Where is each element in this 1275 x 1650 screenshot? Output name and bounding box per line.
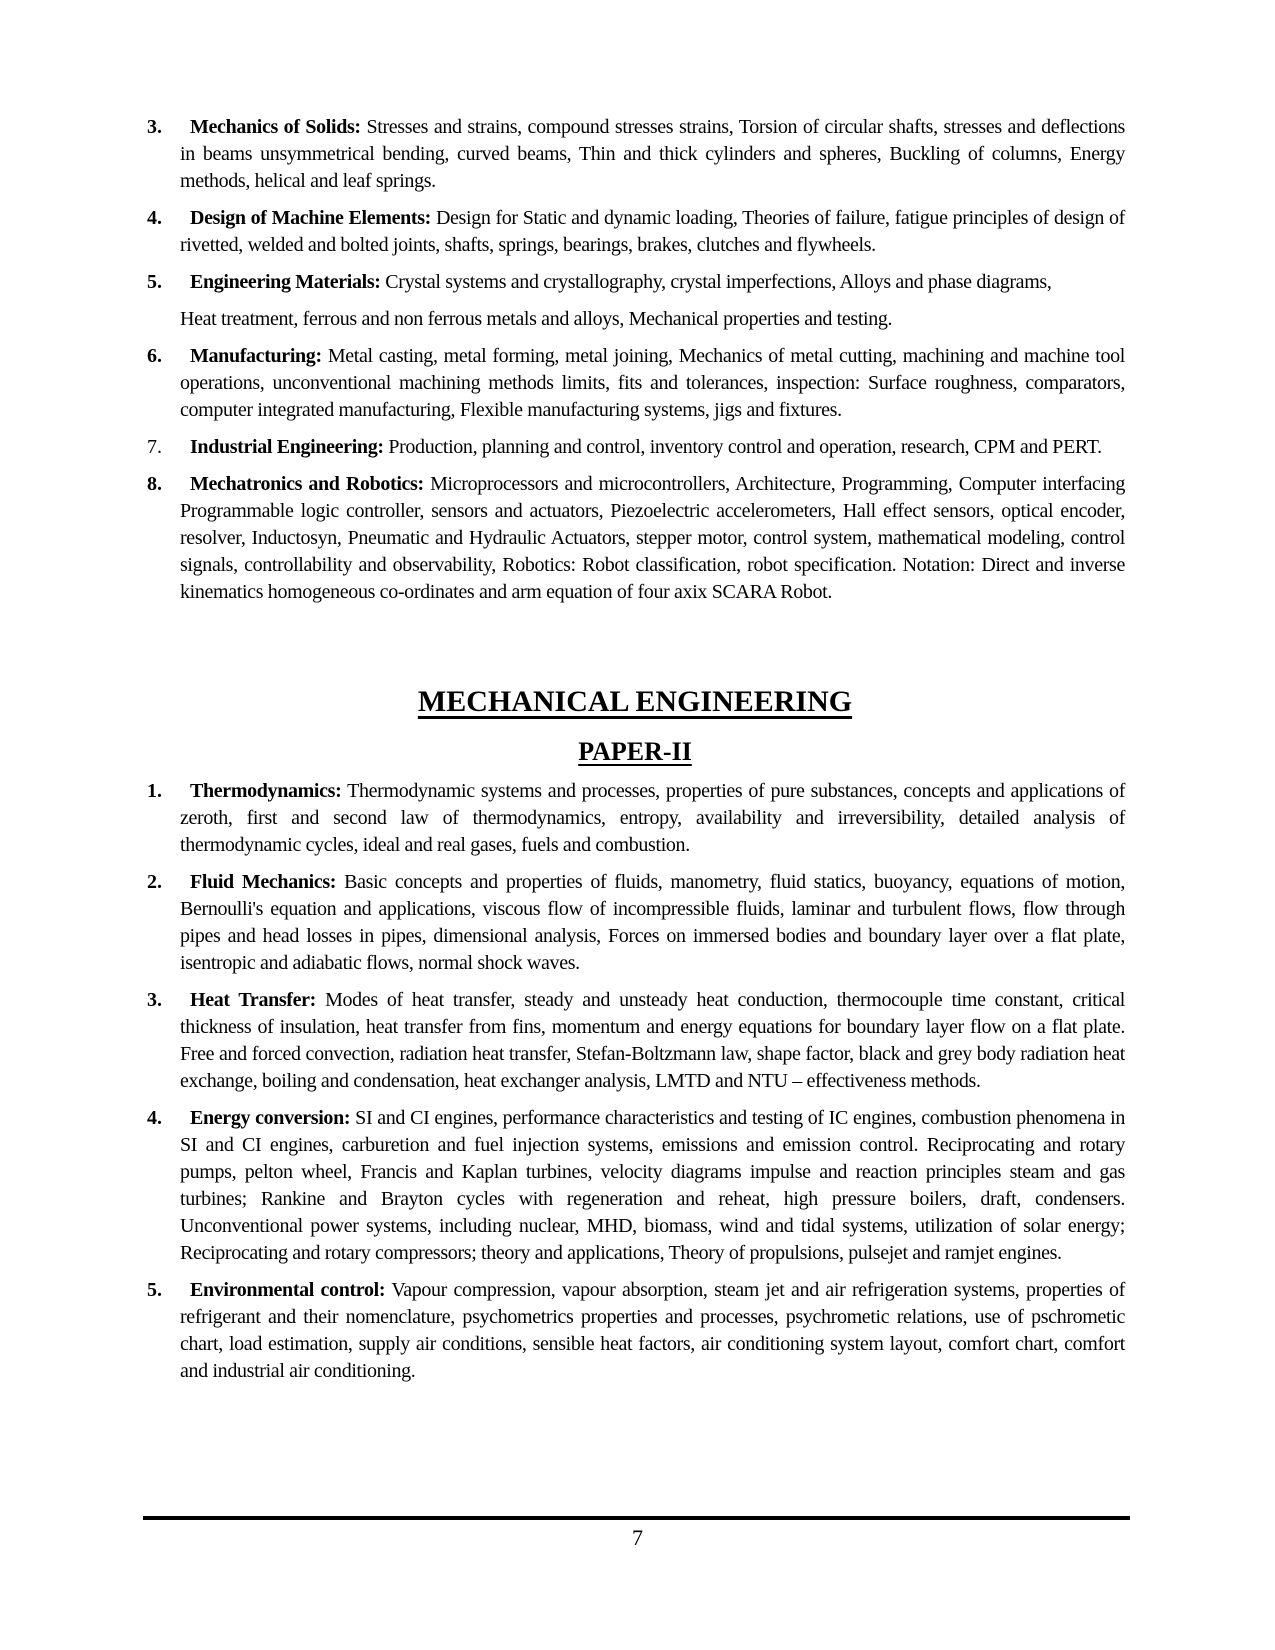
item-label: Thermodynamics: [190,780,342,802]
paragraph-text: Heat treatment, ferrous and non ferrous metals and alloys, Mechanical properties and testing. [180,308,893,330]
item-text: Microprocessors and microcontrollers, Architecture, Programming, Computer interfacing Programmable logic controller, sensors and actuators, Piezoelectric accelerometers, Hall effect sensors, optical encoder, resolver, Inductosyn, Pneumatic and Hydraulic Actuators, stepper motor, control system, mathematical modeling, control signals, controllability and observability, Robotics: Robot classification, robot specification. Notation: Direct and inverse kinematics homogeneous co-ordinates and arm equation of four axix SCARA Robot. [180,473,1125,603]
item-number: 8. [147,473,162,495]
list-item-environmental-control [145,1277,1125,1385]
item-label: Mechatronics and Robotics: [190,473,424,495]
item-text: Stresses and strains, compound stresses strains, Torsion of circular shafts, stresses and deflections in beams unsymmetrical bending, curved beams, Thin and thick cylinders and spheres, Buckling of columns, Energy methods, helical and leaf springs. [180,116,1125,192]
list-item-engineering-materials [145,269,1125,296]
section-heading: MECHANICAL ENGINEERING [417,685,853,718]
item-text: Production, planning and control, inventory control and operation, research, CPM and PERT. [388,436,1102,458]
page-number: 7 [632,1525,643,1550]
item-label: Design of Machine Elements: [190,207,431,229]
item-label: Energy conversion: [190,1107,351,1129]
item-label: Environmental control: [190,1279,386,1301]
item-text: SI and CI engines, performance characteristics and testing of IC engines, combustion phenomena in SI and CI engines, carburetion and fuel injection systems, emissions and emission control. Reciprocating and rotary pumps, pelton wheel, Francis and Kaplan turbines, velocity diagrams impulse and reaction principles steam and gas turbines; Rankine and Brayton cycles with regeneration and reheat, high pressure boilers, draft, condensers. Unconventional power systems, including nuclear, MHD, biomass, wind and tidal systems, utilization of solar energy; Reciprocating and rotary compressors; theory and applications, Theory of propulsions, pulsejet and ramjet engines. [180,1107,1126,1264]
item-number: 4. [147,207,162,229]
item-label: Manufacturing: [190,345,322,367]
item-text: Modes of heat transfer, steady and unsteady heat conduction, thermocouple time constant, critical thickness of insulation, heat transfer from fins, momentum and energy equations for boundary layer flow on a flat plate. Free and forced convection, radiation heat transfer, Stefan-Boltzmann law, shape factor, black and grey body radiation heat exchange, boiling and condensation, heat exchanger analysis, LMTD and NTU – effectiveness methods. [180,989,1125,1092]
syllabus-content [145,114,1125,1395]
item-number: 1. [147,780,162,802]
item-label: Fluid Mechanics: [190,871,337,893]
item-label: Engineering Materials: [190,271,381,293]
item-number: 6. [147,345,162,367]
item-number: 7. [147,436,162,458]
list-item-thermodynamics [145,778,1125,859]
item-number: 2. [147,871,162,893]
item-text: Crystal systems and crystallography, crystal imperfections, Alloys and phase diagrams, [385,271,1052,293]
list-item-design-of-machine-elements [145,205,1125,259]
item-text: Thermodynamic systems and processes, properties of pure substances, concepts and applications of zeroth, first and second law of thermodynamics, entropy, availability and irreversibility, detailed analysis of thermodynamic cycles, ideal and real gases, fuels and combustion. [180,780,1125,856]
item-label: Heat Transfer: [190,989,316,1011]
item-label: Mechanics of Solids: [190,116,361,138]
list-item-fluid-mechanics [145,869,1125,977]
item-text: Vapour compression, vapour absorption, steam jet and air refrigeration systems, properties of refrigerant and their nomenclature, psychometrics properties and processes, psychrometic relations, use of pschrometic chart, load estimation, supply air conditions, sensible heat factors, air conditioning system layout, comfort chart, comfort and industrial air conditioning. [180,1279,1125,1382]
item-text: Metal casting, metal forming, metal joining, Mechanics of metal cutting, machining and machine tool operations, unconventional machining methods limits, fits and tolerances, inspection: Surface roughness, comparators, computer integrated manufacturing, Flexible manufacturing systems, jigs and fixtures. [180,345,1125,421]
list-item-mechatronics-and-robotics [145,471,1125,606]
paper-subheading: PAPER-II [578,737,692,766]
footer-divider [143,1516,1130,1520]
list-item-industrial-engineering [145,434,1125,461]
continuation-paragraph-heat-treatment [145,306,1125,333]
item-number: 3. [147,116,162,138]
item-text: Design for Static and dynamic loading, Theories of failure, fatigue principles of design of rivetted, welded and bolted joints, shafts, springs, bearings, brakes, clutches and flywheels. [180,207,1125,256]
list-item-energy-conversion [145,1105,1125,1267]
item-number: 5. [147,1279,162,1301]
list-item-manufacturing [145,343,1125,424]
item-number: 5. [147,271,162,293]
item-number: 4. [147,1107,162,1129]
item-label: Industrial Engineering: [190,436,384,458]
item-text: Basic concepts and properties of fluids, manometry, fluid statics, buoyancy, equations of motion, Bernoulli's equation and applications, viscous flow of incompressible fluids, laminar and turbulent flows, flow through pipes and head losses in pipes, dimensional analysis, Forces on immersed bodies and boundary layer over a flat plate, isentropic and adiabatic flows, normal shock waves. [180,871,1125,974]
list-item-mechanics-of-solids [145,114,1125,195]
item-number: 3. [147,989,162,1011]
list-item-heat-transfer [145,987,1125,1095]
